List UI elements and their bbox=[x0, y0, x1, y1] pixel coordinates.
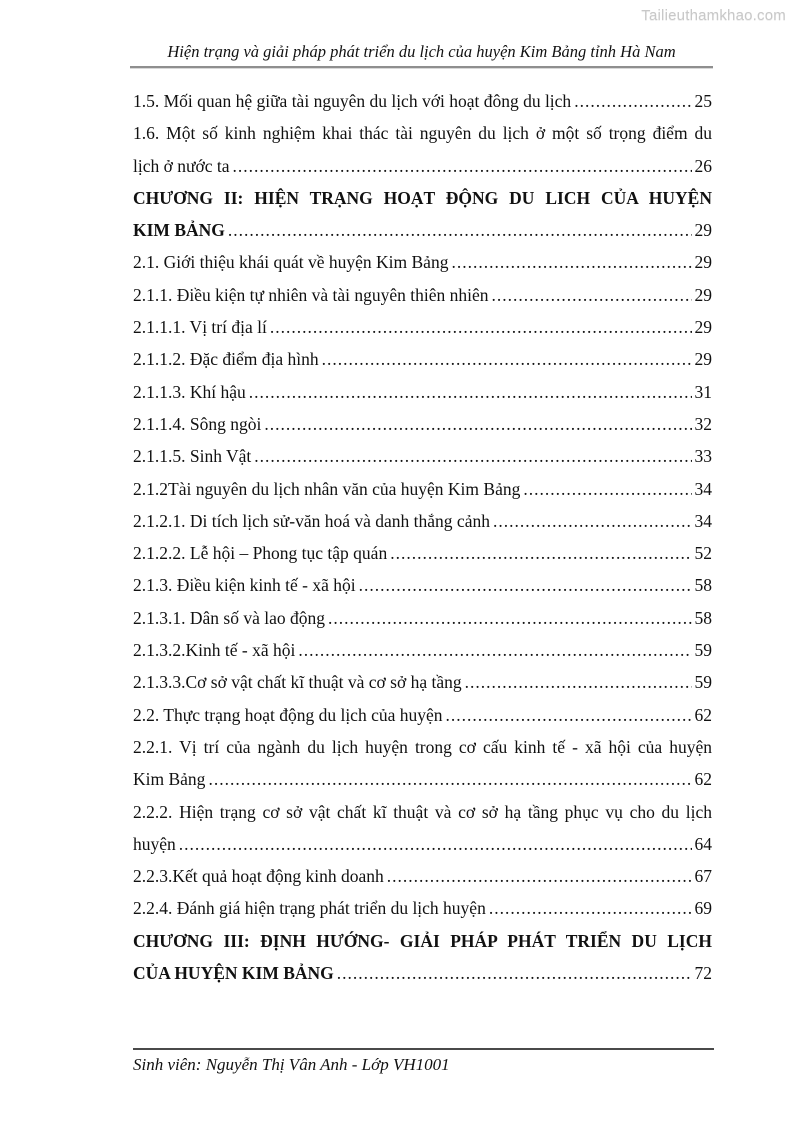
dot-leader bbox=[574, 85, 691, 117]
toc-page-number: 26 bbox=[694, 155, 712, 176]
toc-page-number: 29 bbox=[694, 284, 712, 305]
dot-leader bbox=[446, 699, 692, 731]
toc-entry-text: Kim Bảng bbox=[133, 769, 206, 790]
toc-line bbox=[133, 279, 712, 311]
toc-line bbox=[133, 828, 712, 860]
toc-line bbox=[133, 957, 712, 989]
toc-page-number: 33 bbox=[694, 446, 712, 467]
toc-entry-text: CỦA HUYỆN KIM BẢNG bbox=[133, 963, 334, 984]
toc-entry-text: 2.1. Giới thiệu khái quát về huyện Kim Bảng bbox=[133, 252, 449, 273]
toc-entry-text: CHƯƠNG II: HIỆN TRẠNG HOẠT ĐỘNG DU LICH CỦA HUYỆN bbox=[133, 187, 712, 208]
toc-entry-text: 2.1.3.2.Kinh tế - xã hội bbox=[133, 640, 296, 661]
toc-line bbox=[133, 537, 712, 569]
toc-entry-text: 2.1.3.3.Cơ sở vật chất kĩ thuật và cơ sở hạ tầng bbox=[133, 672, 462, 693]
dot-leader bbox=[264, 408, 691, 440]
running-head-title: Hiện trạng và giải pháp phát triển du lịch của huyện Kim Bảng tỉnh Hà Nam bbox=[167, 42, 676, 61]
toc-line bbox=[133, 473, 712, 505]
footer-author: Sinh viên: Nguyễn Thị Vân Anh - Lớp VH1001 bbox=[133, 1055, 450, 1074]
dot-leader bbox=[390, 537, 691, 569]
toc-line bbox=[133, 602, 712, 634]
toc-entry-text: 2.2.4. Đánh giá hiện trạng phát triển du lịch huyện bbox=[133, 898, 486, 919]
toc-entry-text: 2.1.1. Điều kiện tự nhiên và tài nguyên thiên nhiên bbox=[133, 284, 489, 305]
toc-page-number: 59 bbox=[694, 672, 712, 693]
watermark-text: Tailieuthamkhao.com bbox=[641, 7, 786, 24]
toc-line bbox=[133, 892, 712, 924]
toc-entry-text: 2.2.3.Kết quả hoạt động kinh doanh bbox=[133, 866, 384, 887]
toc-line bbox=[133, 117, 712, 149]
toc-entry-text: 1.6. Một số kinh nghiệm khai thác tài nguyên du lịch ở một số trọng điểm du bbox=[133, 123, 712, 144]
toc-entry-text: CHƯƠNG III: ĐỊNH HƯỚNG- GIẢI PHÁP PHÁT TRIỂN DU LỊCH bbox=[133, 930, 712, 951]
toc-line bbox=[133, 311, 712, 343]
toc-line bbox=[133, 182, 712, 214]
toc-entry-text: 2.1.1.4. Sông ngòi bbox=[133, 413, 262, 434]
toc-entry-text: 2.2. Thực trạng hoạt động du lịch của huyện bbox=[133, 704, 443, 725]
dot-leader bbox=[523, 473, 691, 505]
toc-line bbox=[133, 666, 712, 698]
dot-leader bbox=[228, 214, 692, 246]
table-of-contents bbox=[133, 85, 712, 989]
toc-line bbox=[133, 150, 712, 182]
toc-page-number: 25 bbox=[694, 91, 712, 111]
dot-leader bbox=[254, 440, 691, 472]
toc-page-number: 59 bbox=[694, 640, 712, 661]
dot-leader bbox=[270, 311, 692, 343]
dot-leader bbox=[337, 957, 692, 989]
toc-entry-text: 2.1.2Tài nguyên du lịch nhân văn của huyện Kim Bảng bbox=[133, 478, 521, 499]
dot-leader bbox=[249, 376, 692, 408]
toc-line bbox=[133, 408, 712, 440]
toc-entry-text: huyện bbox=[133, 833, 176, 854]
toc-line bbox=[133, 246, 712, 278]
toc-line bbox=[133, 376, 712, 408]
page-footer bbox=[133, 1048, 714, 1076]
toc-entry-text: KIM BẢNG bbox=[133, 220, 225, 241]
toc-page-number: 62 bbox=[694, 704, 712, 725]
toc-page-number: 29 bbox=[694, 252, 712, 273]
toc-entry-text: 2.1.3.1. Dân số và lao động bbox=[133, 607, 325, 628]
toc-line bbox=[133, 85, 712, 117]
toc-page-number: 29 bbox=[694, 317, 712, 338]
toc-entry-text: 2.1.3. Điều kiện kinh tế - xã hội bbox=[133, 575, 356, 596]
toc-entry-text: 1.5. Mối quan hệ giữa tài nguyên du lịch với hoạt đông du lịch bbox=[133, 91, 572, 111]
dot-leader bbox=[328, 602, 692, 634]
toc-page-number: 29 bbox=[694, 220, 712, 241]
header-rule bbox=[130, 66, 713, 68]
toc-entry-text: 2.1.1.2. Đặc điểm địa hình bbox=[133, 349, 319, 370]
toc-page-number: 31 bbox=[694, 381, 712, 402]
toc-page-number: 29 bbox=[694, 349, 712, 370]
toc-page-number: 62 bbox=[694, 769, 712, 790]
toc-entry-text: 2.1.1.5. Sinh Vật bbox=[133, 446, 252, 467]
toc-page-number: 34 bbox=[694, 510, 712, 531]
toc-entry-text: 2.1.1.3. Khí hậu bbox=[133, 381, 246, 402]
toc-line bbox=[133, 634, 712, 666]
page-header bbox=[130, 41, 713, 68]
dot-leader bbox=[179, 828, 692, 860]
toc-entry-text: 2.1.2.2. Lễ hội – Phong tục tập quán bbox=[133, 543, 388, 564]
dot-leader bbox=[322, 343, 692, 375]
toc-page-number: 58 bbox=[694, 575, 712, 596]
toc-page-number: 58 bbox=[694, 607, 712, 628]
toc-page-number: 67 bbox=[694, 866, 712, 887]
toc-entry-text: 2.2.2. Hiện trạng cơ sở vật chất kĩ thuật và cơ sở hạ tầng phục vụ cho du lịch bbox=[133, 801, 712, 822]
dot-leader bbox=[359, 569, 692, 601]
dot-leader bbox=[387, 860, 692, 892]
footer-rule bbox=[133, 1048, 714, 1050]
toc-page-number: 64 bbox=[694, 833, 712, 854]
toc-line bbox=[133, 860, 712, 892]
toc-line bbox=[133, 796, 712, 828]
toc-line bbox=[133, 214, 712, 246]
toc-line bbox=[133, 569, 712, 601]
dot-leader bbox=[233, 150, 692, 182]
toc-line bbox=[133, 505, 712, 537]
toc-line bbox=[133, 731, 712, 763]
toc-line bbox=[133, 699, 712, 731]
toc-page-number: 34 bbox=[694, 478, 712, 499]
toc-line bbox=[133, 343, 712, 375]
dot-leader bbox=[489, 892, 692, 924]
toc-entry-text: lịch ở nước ta bbox=[133, 155, 230, 176]
toc-page-number: 72 bbox=[694, 963, 712, 984]
dot-leader bbox=[492, 279, 692, 311]
toc-line bbox=[133, 925, 712, 957]
toc-line bbox=[133, 440, 712, 472]
toc-entry-text: 2.1.2.1. Di tích lịch sử-văn hoá và danh thắng cảnh bbox=[133, 510, 490, 531]
toc-line bbox=[133, 763, 712, 795]
dot-leader bbox=[298, 634, 691, 666]
toc-page-number: 52 bbox=[694, 543, 712, 564]
dot-leader bbox=[451, 246, 691, 278]
toc-page-number: 69 bbox=[694, 898, 712, 919]
dot-leader bbox=[465, 666, 692, 698]
toc-entry-text: 2.1.1.1. Vị trí địa lí bbox=[133, 317, 267, 338]
toc-page-number: 32 bbox=[694, 413, 712, 434]
dot-leader bbox=[208, 763, 691, 795]
dot-leader bbox=[493, 505, 692, 537]
toc-entry-text: 2.2.1. Vị trí của ngành du lịch huyện trong cơ cấu kinh tế - xã hội của huyện bbox=[133, 736, 712, 757]
